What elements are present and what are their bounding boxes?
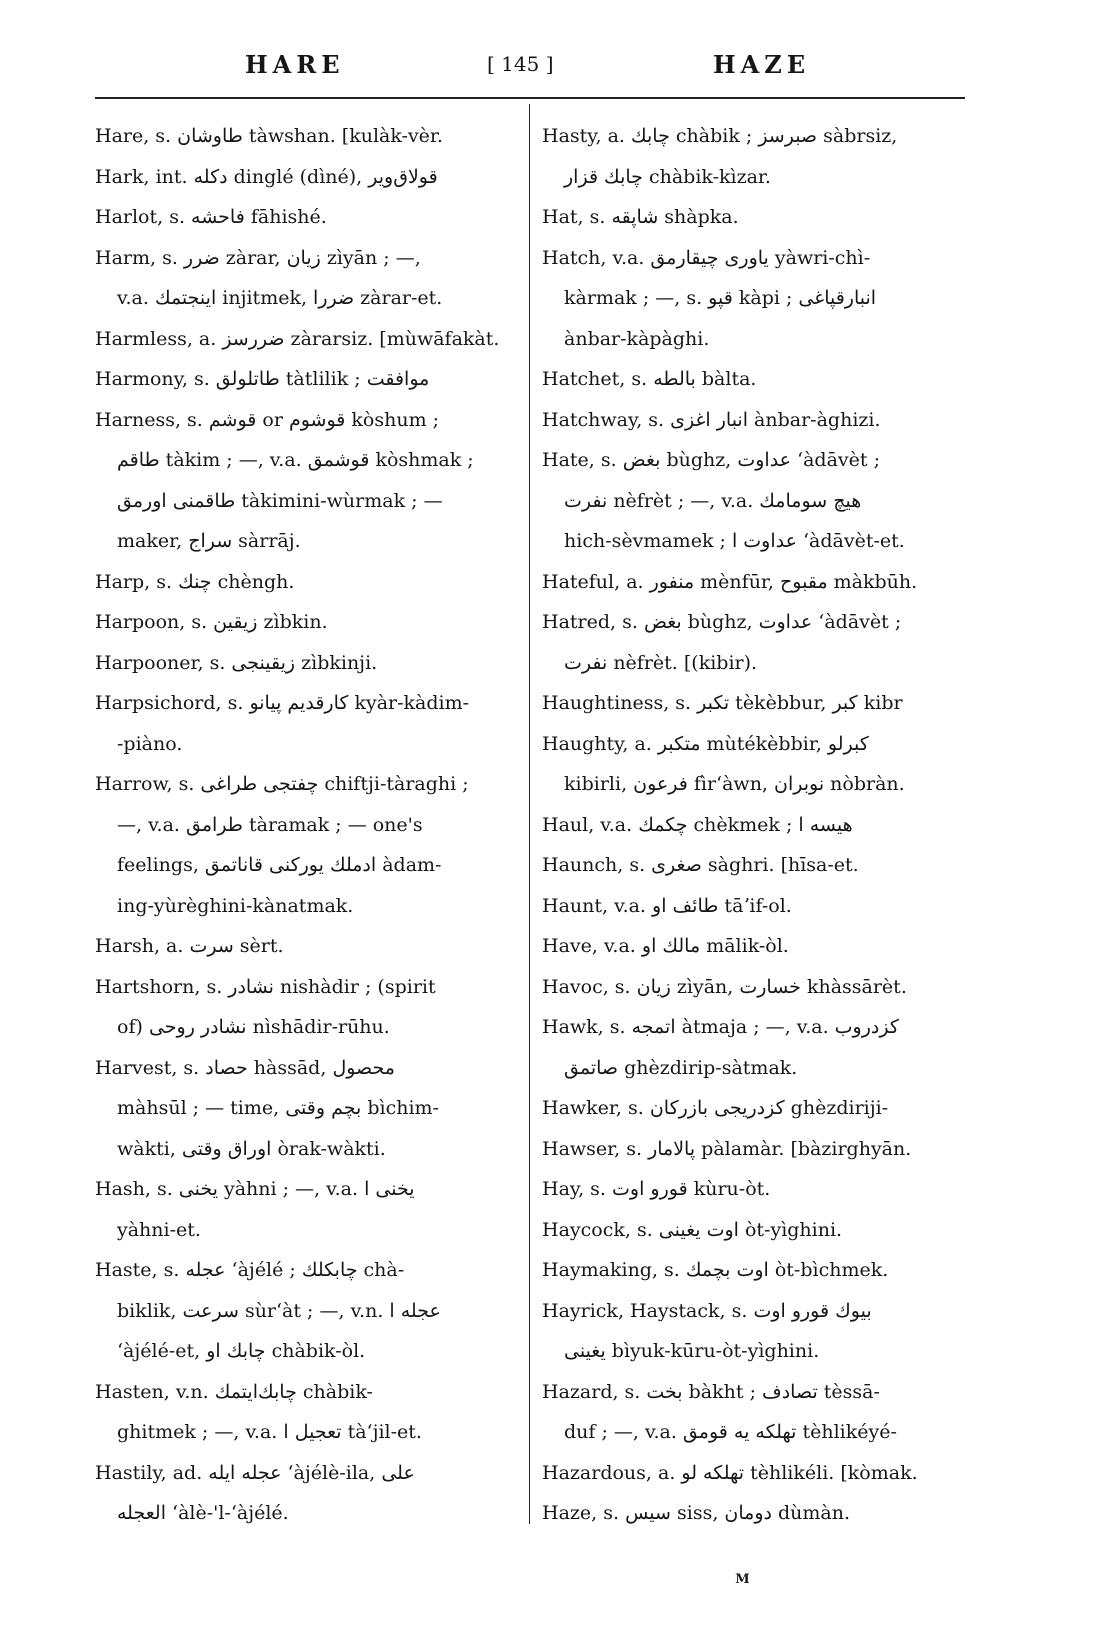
entry-line: maker, سراج sàrrāj.: [117, 530, 301, 552]
entry-line: Haymaking, s. اوت بچمك òt-bìchmek.: [542, 1259, 889, 1281]
entry-line: Harness, s. قوشم or قوشوم kòshum ;: [95, 408, 440, 431]
entry-line: hich-sèvmamek ; عداوت ا ʻàdāvèt-et.: [564, 530, 905, 552]
entry-line: Hateful, a. منفور mènfūr, مقبوح màkbūh.: [542, 570, 918, 593]
entry-line: màhsūl ; — time, بچم وقتی bìchim-: [117, 1097, 439, 1119]
entry-line: biklik, سرعت sùrʻàt ; —, v.n. عجله ا: [117, 1299, 441, 1322]
header-right-guideword: HAZE: [713, 50, 811, 79]
header-left-guideword: HARE: [245, 50, 345, 79]
entry-line: نفرت nèfrèt ; —, v.a. هیچ سومامك: [564, 489, 862, 512]
entry-line: Harmless, a. ضررسز zàrarsiz. [mùwāfakàt.: [95, 327, 500, 350]
entry-line: Hatred, s. بغض bùghz, عداوت ʻàdāvèt ;: [542, 611, 902, 633]
left-column: [95, 116, 515, 1534]
entry-line: Hatchet, s. بالطه bàlta.: [542, 368, 757, 390]
entry-line: Haze, s. سیس siss, دومان dùmàn.: [542, 1502, 851, 1524]
entry-line: -piàno.: [117, 732, 183, 755]
right-column: [542, 116, 967, 1534]
entry-line: طاقم tàkim ; —, v.a. قوشمق kòshmak ;: [117, 449, 474, 471]
page-number: [ 145 ]: [487, 52, 554, 76]
entry-line: Havoc, s. زیان zìyān, خسارت khàssārèt.: [542, 975, 907, 998]
entry-line: چابك قزار chàbik-kìzar.: [564, 165, 771, 188]
entry-line: Haunch, s. صغری sàghri. [hīsa-et.: [542, 854, 859, 876]
entry-line: Harlot, s. فاحشه fāhishé.: [95, 206, 327, 228]
entry-line: yàhni-et.: [117, 1218, 201, 1241]
entry-line: Hay, s. قورو اوت kùru-òt.: [542, 1178, 771, 1200]
entry-line: Harrow, s. چفتجی طراغی chiftji-tàraghi ;: [95, 773, 469, 795]
entry-line: Harpsichord, s. كارقدیم پیانو kyàr-kàdim-: [95, 692, 470, 714]
header-rule: [95, 97, 965, 99]
entry-line: Hare, s. طاوشان tàwshan. [kulàk-vèr.: [95, 125, 443, 147]
column-divider: [529, 104, 530, 1524]
entry-line: صاتمق ghèzdirip-sàtmak.: [564, 1056, 798, 1079]
entry-line: kibirli, فرعون fìrʻàwn, نوبران nòbràn.: [564, 773, 905, 795]
entry-line: v.a. اینجتمك injitmek, ضررا zàrar-et.: [117, 287, 443, 309]
signature-letter: M: [735, 1572, 750, 1587]
entry-line: —, v.a. طرامق tàramak ; — one's: [117, 813, 423, 836]
entry-line: نفرت nèfrèt. [(kibir).: [564, 651, 758, 674]
entry-line: Hawker, s. كزدریجی بازركان ghèzdiriji-: [542, 1097, 889, 1119]
entry-line: wàkti, اوراق وقتی òrak-wàkti.: [117, 1137, 386, 1160]
entry-line: Harsh, a. سرت sèrt.: [95, 935, 284, 957]
entry-line: Hark, int. دكله dinglé (dìné), قولاق‌ویر: [95, 165, 438, 188]
entry-line: Hash, s. یخنی yàhni ; —, v.a. یخنی ا: [95, 1178, 415, 1200]
entry-line: Hastily, ad. عجله ایله ʻàjélè-ila, علی: [95, 1461, 415, 1484]
entry-line: Hawser, s. پالامار pàlamàr. [bàzirghyān.: [542, 1137, 912, 1160]
entry-line: ing-yùrèghini-kànatmak.: [117, 894, 354, 917]
entry-line: Haughtiness, s. تكبر tèkèbbur, كبر kibr: [542, 692, 903, 714]
entry-line: feelings, ادملك یورکنی قاناتمق àdam-: [117, 854, 442, 876]
entry-line: Haste, s. عجله ʻàjélé ; چابكلك chà-: [95, 1259, 405, 1281]
running-header: [0, 50, 1115, 90]
entry-line: Harmony, s. طاتلولق tàtlilik ; موافقت: [95, 368, 430, 390]
entry-line: Hartshorn, s. نشادر nishàdir ; (spirit: [95, 975, 436, 998]
entry-line: Hazardous, a. تهلكه لو tèhlikéli. [kòmak.: [542, 1461, 918, 1484]
entry-line: Haul, v.a. چكمك chèkmek ; هیسه ا: [542, 813, 853, 836]
entry-line: Harm, s. ضرر zàrar, زیان zìyān ; —,: [95, 246, 421, 269]
entry-line: Haughty, a. متكبر mùtékèbbir, كبرلو: [542, 732, 869, 755]
entry-line: of) نشادر روحی nìshādir-rūhu.: [117, 1016, 390, 1038]
entry-line: العجله ʻàlè-'l-ʻàjélé.: [117, 1502, 289, 1524]
entry-line: Hate, s. بغض bùghz, عداوت ʻàdāvèt ;: [542, 449, 880, 471]
entry-line: یغینی bìyuk-kūru-òt-yìghini.: [564, 1340, 820, 1362]
entry-line: ghitmek ; —, v.a. تعجیل ا tàʻjil-et.: [117, 1421, 422, 1443]
entry-line: ànbar-kàpàghi.: [564, 327, 710, 350]
entry-line: Haunt, v.a. طائف او tāʼif-ol.: [542, 894, 792, 917]
entry-line: طاقمنی اورمق tàkimini-wùrmak ; —: [117, 489, 443, 512]
entry-line: Harpooner, s. زیقینجی zìbkinji.: [95, 651, 378, 674]
entry-line: ʻàjélé-et, چابك او chàbik-òl.: [117, 1340, 366, 1362]
entry-line: Hayrick, Haystack, s. بیوك قورو اوت: [542, 1299, 872, 1322]
entry-line: Hazard, s. بخت bàkht ; تصادف tèssā-: [542, 1380, 880, 1403]
entry-line: duf ; —, v.a. تهلكه یه قومق tèhlikéyé-: [564, 1421, 897, 1443]
entry-line: Hasten, v.n. چابك‌ایتمك chàbik-: [95, 1380, 373, 1403]
entry-line: Haycock, s. اوت یغینی òt-yìghini.: [542, 1218, 843, 1241]
entry-line: Harvest, s. حصاد hàssād, محصول: [95, 1056, 395, 1079]
entry-line: Harpoon, s. زیقین zìbkin.: [95, 611, 328, 633]
signature-mark: [0, 1572, 1115, 1587]
entry-line: kàrmak ; —, s. قپو kàpi ; انبارقپاغی: [564, 287, 877, 309]
entry-line: Hatchway, s. انبار اغزی ànbar-àghizi.: [542, 408, 881, 431]
entry-line: Hat, s. شاپقه shàpka.: [542, 206, 739, 228]
entry-line: Have, v.a. مالك او mālik-òl.: [542, 935, 789, 957]
entry-line: Hasty, a. چابك chàbik ; صبرسز sàbrsiz,: [542, 125, 898, 147]
entry-line: Hatch, v.a. یاوری چیقارمق yàwri-chì-: [542, 246, 871, 269]
entry-line: Hawk, s. اتمجه àtmaja ; —, v.a. كزدروب: [542, 1016, 899, 1038]
entry-line: Harp, s. چنك chèngh.: [95, 570, 295, 593]
